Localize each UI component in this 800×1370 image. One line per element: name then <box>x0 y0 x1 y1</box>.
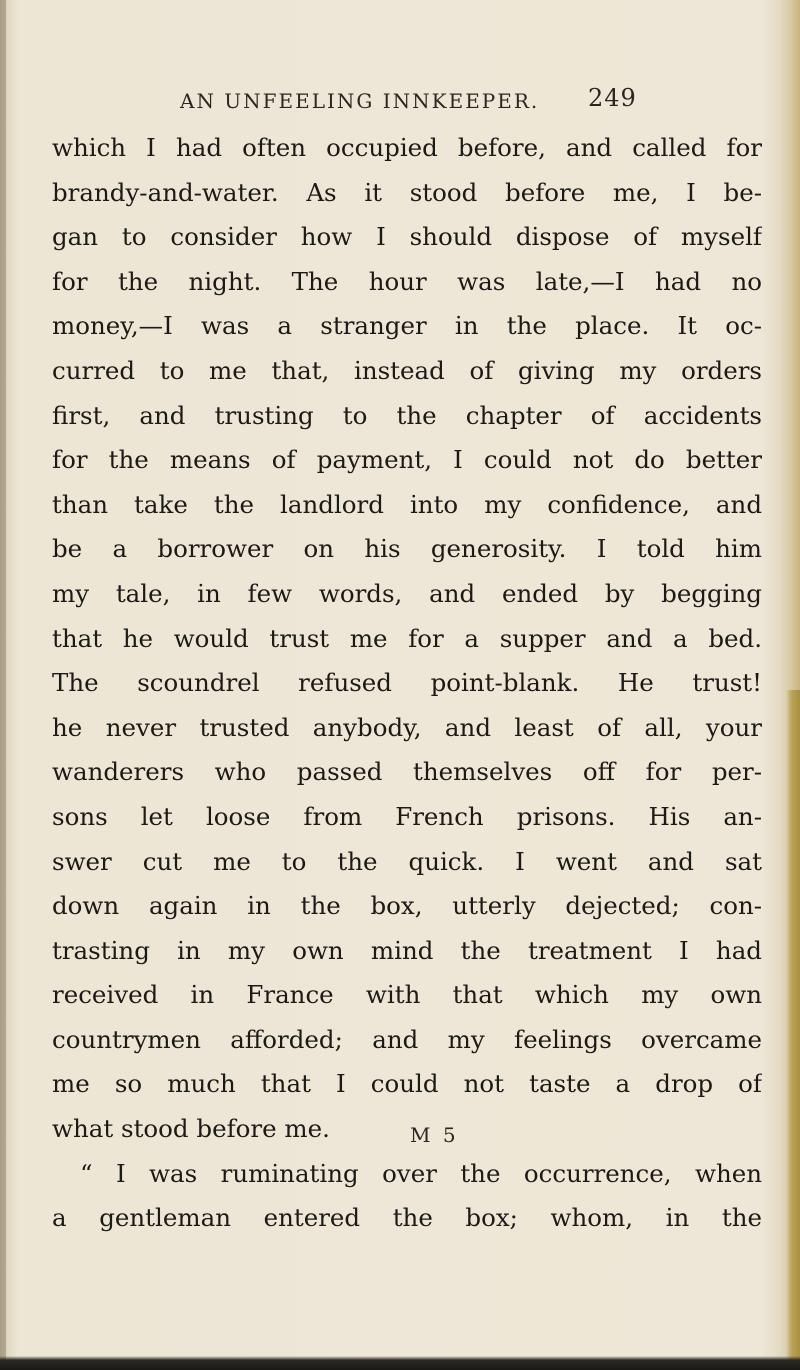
paragraph-end-line: what stood before me. <box>52 1114 330 1144</box>
text-line: down again in the box, utterly dejected; con- <box>52 891 762 921</box>
text-line: that he would trust me for a supper and a bed. <box>52 623 762 653</box>
text-line: sons let loose from French prisons. His an- <box>52 801 762 831</box>
page-gutter-shadow <box>0 0 6 1370</box>
page-header <box>150 84 650 119</box>
text-line: swer cut me to the quick. I went and sat <box>52 846 762 876</box>
text-line: a gentleman entered the box; whom, in the <box>52 1203 762 1233</box>
running-head: AN UNFEELING INNKEEPER. <box>180 89 540 113</box>
text-line: first, and trusting to the chapter of accidents <box>52 400 762 430</box>
text-line: countrymen afforded; and my feelings overcame <box>52 1024 762 1054</box>
text-line: for the means of payment, I could not do better <box>52 445 762 475</box>
text-line: trasting in my own mind the treatment I had <box>52 935 762 965</box>
paragraph-start-line: “ I was ruminating over the occurrence, when <box>80 1158 762 1188</box>
text-line: me so much that I could not taste a drop of <box>52 1069 762 1099</box>
text-line: which I had often occupied before, and called for <box>52 133 762 162</box>
text-line: brandy-and-water. As it stood before me, I be- <box>52 177 762 207</box>
page-number: 249 <box>588 84 637 112</box>
text-line: money,—I was a stranger in the place. It oc- <box>52 311 762 341</box>
text-line: curred to me that, instead of giving my orders <box>52 355 762 385</box>
text-line: than take the landlord into my confidence, and <box>52 489 762 519</box>
text-line: received in France with that which my own <box>52 980 762 1010</box>
text-line: wanderers who passed themselves off for per- <box>52 757 762 787</box>
text-line: for the night. The hour was late,—I had no <box>52 266 762 296</box>
text-line: gan to consider how I should dispose of myself <box>52 222 762 252</box>
page-bottom-edge <box>0 1356 800 1370</box>
text-line: he never trusted anybody, and least of all, your <box>52 712 762 742</box>
text-line: be a borrower on his generosity. I told him <box>52 534 762 564</box>
signature-mark: M 5 <box>410 1123 459 1147</box>
body-text <box>52 126 762 1241</box>
page-edge <box>786 690 800 1370</box>
text-line: The scoundrel refused point-blank. He trust! <box>52 668 762 698</box>
text-line: my tale, in few words, and ended by begging <box>52 578 762 608</box>
